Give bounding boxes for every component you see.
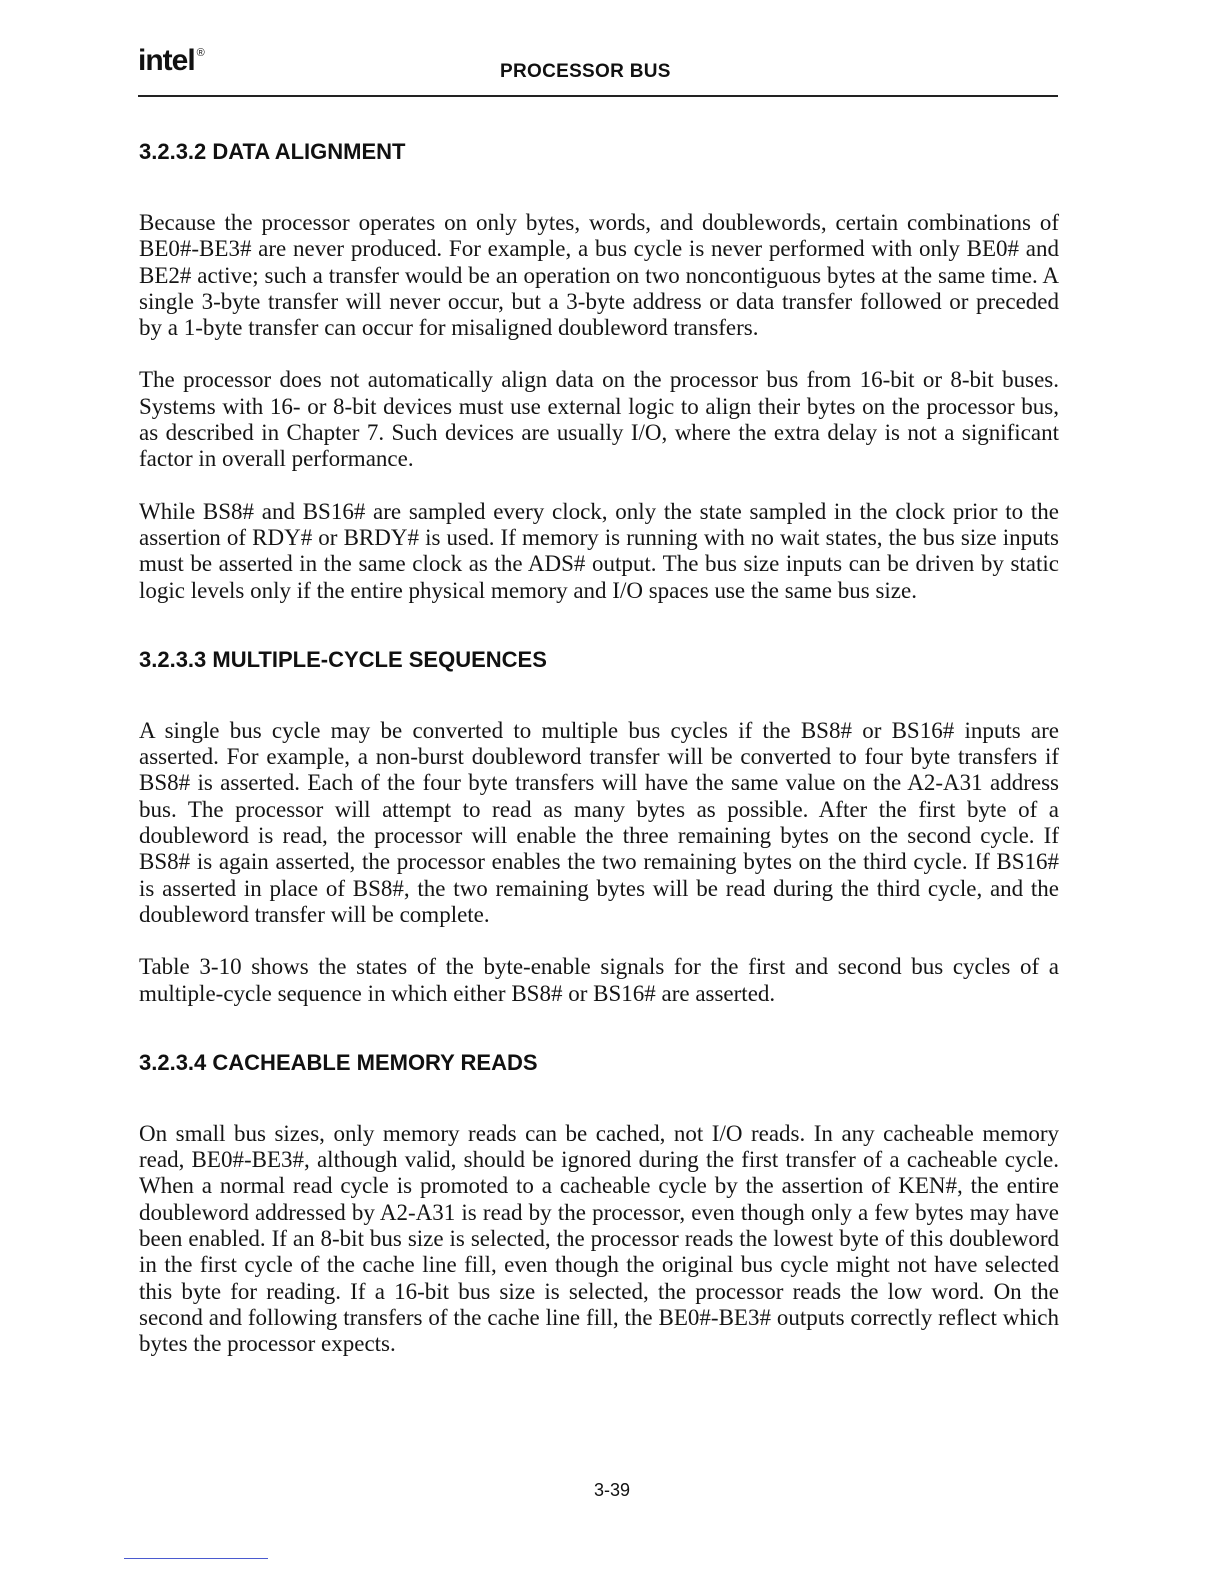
paragraph: The processor does not automatically align data on the processor bus from 16-bit or 8-bit buses. Systems with 16- or 8-bit devices must use external logic to align their bytes on the processor bus, as described in Chapter 7. Such devices are usually I/O, where the extra delay is not a significant factor in overall performance. [139,367,1059,472]
running-header-title: PROCESSOR BUS [500,61,671,82]
section-heading-multiple-cycle-sequences: 3.2.3.3 MULTIPLE-CYCLE SEQUENCES [139,646,547,672]
section-heading-data-alignment: 3.2.3.2 DATA ALIGNMENT [139,139,406,164]
paragraph: On small bus sizes, only memory reads can be cached, not I/O reads. In any cacheable memory read, BE0#-BE3#, although valid, should be ignored during the first transfer of a cacheable cycle. When a normal read cycle is promoted to a cacheable cycle by the assertion of KEN#, the entire doubleword addressed by A2-A31 is read by the processor, even though only a few bytes may have been enabled. If an 8-bit bus size is selected, the processor reads the lowest byte of this doubleword in the first cycle of the cache line fill, even though the original bus cycle might not have selected this byte for reading. If a 16-bit bus size is selected, the processor reads the low word. On the second and following transfers of the cache line fill, the BE0#-BE3# outputs correctly reflect which bytes the processor expects. [139,1120,1059,1357]
intel-logo-text: intel [138,44,195,77]
paragraph: Because the processor operates on only bytes, words, and doublewords, certain combinations of BE0#-BE3# are never produced. For example, a bus cycle is never performed with only BE0# and BE2# active; such a transfer would be an operation on two noncontiguous bytes at the same time. A single 3-byte transfer will never occur, but a 3-byte address or data transfer followed or preceded by a 1-byte transfer can occur for misaligned doubleword transfers. [139,210,1059,341]
paragraph: Table 3-10 shows the states of the byte-enable signals for the first and second bus cycles of a multiple-cycle sequence in which either BS8# or BS16# are asserted. [139,954,1059,1006]
page-number: 3-39 [593,1480,631,1500]
footer-divider [124,1558,268,1559]
page-body [139,136,1059,1358]
section-heading-cacheable-memory-reads: 3.2.3.4 CACHEABLE MEMORY READS [139,1049,538,1075]
paragraph: A single bus cycle may be converted to multiple bus cycles if the BS8# or BS16# inputs are asserted. For example, a non-burst doubleword transfer will be converted to four byte transfers if BS8# is asserted. Each of the four byte transfers will have the same value on the A2-A31 address bus. The processor will attempt to read as many bytes as possible. After the first byte of a doubleword is read, the processor will enable the three remaining bytes on the second cycle. If BS8# is again asserted, the processor enables the two remaining bytes on the third cycle. If BS16# is asserted in place of BS8#, the two remaining bytes will be read during the third cycle, and the doubleword transfer will be complete. [139,717,1059,927]
paragraph: While BS8# and BS16# are sampled every clock, only the state sampled in the clock prior to the assertion of RDY# or BRDY# is used. If memory is running with no wait states, the bus size inputs must be asserted in the same clock as the ADS# output. The bus size inputs can be driven by static logic levels only if the entire physical memory and I/O spaces use the same bus size. [139,498,1059,603]
intel-logo [138,46,202,76]
header-divider [138,95,1058,97]
registered-mark: ® [196,47,204,59]
